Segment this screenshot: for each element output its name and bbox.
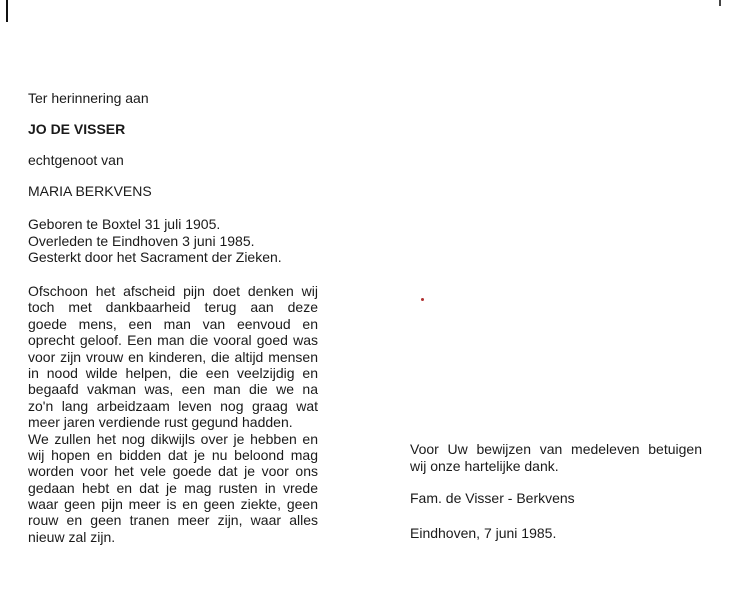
memorial-line: begaafd vakman was, een man die we na (28, 381, 318, 398)
spouse-name: MARIA BERKVENS (28, 183, 152, 199)
place-date: Eindhoven, 7 juni 1985. (410, 525, 557, 541)
memorial-line: rouw en geen tranen meer zijn, waar alles (28, 512, 318, 529)
memorial-line: We zullen het nog dikwijls over je hebben en (28, 430, 318, 447)
memorial-paragraph (28, 283, 318, 545)
memorial-line: Ofschoon het afscheid pijn doet denken wij (28, 283, 318, 299)
scan-corner-mark (719, 0, 721, 6)
memorial-line: meer jaren verdiende rust gegund hadden. (28, 414, 293, 431)
memorial-line: wij hopen en bidden dat je nu beloond mag (28, 446, 318, 463)
memorial-line: worden voor het vele goede dat je voor ons (28, 463, 318, 480)
birth-line: Geboren te Boxtel 31 juli 1905. (28, 216, 221, 232)
family-signature: Fam. de Visser - Berkvens (410, 490, 575, 506)
memorial-line: in nood wilde helpen, die een veelzijdig en (28, 364, 318, 381)
memorial-line: oprecht geloof. Een man die vooral goed was (28, 332, 318, 349)
memorial-line: goede mens, een man van eenvoud en (28, 315, 318, 332)
memorial-line: toch met dankbaarheid terug aan deze (28, 299, 318, 316)
scan-edge-mark (6, 0, 8, 22)
memorial-line: zo'n lang arbeidzaam leven nog graag wat (28, 397, 318, 414)
memorial-line: voor zijn vrouw en kinderen, die altijd mensen (28, 348, 318, 365)
thanks-text (410, 441, 702, 475)
memorial-line: nieuw zal zijn. (28, 528, 116, 545)
thanks-line: Voor Uw bewijzen van medeleven betuigen (410, 441, 702, 457)
death-line: Overleden te Eindhoven 3 juni 1985. (28, 232, 255, 249)
sacrament-line: Gesterkt door het Sacrament der Zieken. (28, 249, 282, 265)
memorial-line: gedaan hebt en dat je mag rusten in vrede (28, 479, 318, 496)
stray-ink-dot (421, 298, 424, 301)
thanks-line: wij onze hartelijke dank. (410, 458, 559, 474)
memorial-line: waar geen pijn meer is en geen ziekte, geen (28, 496, 318, 513)
spouse-intro-text: echtgenoot van (28, 152, 124, 168)
intro-text: Ter herinnering aan (28, 90, 149, 106)
life-dates (28, 216, 282, 266)
deceased-name: JO DE VISSER (28, 121, 126, 137)
